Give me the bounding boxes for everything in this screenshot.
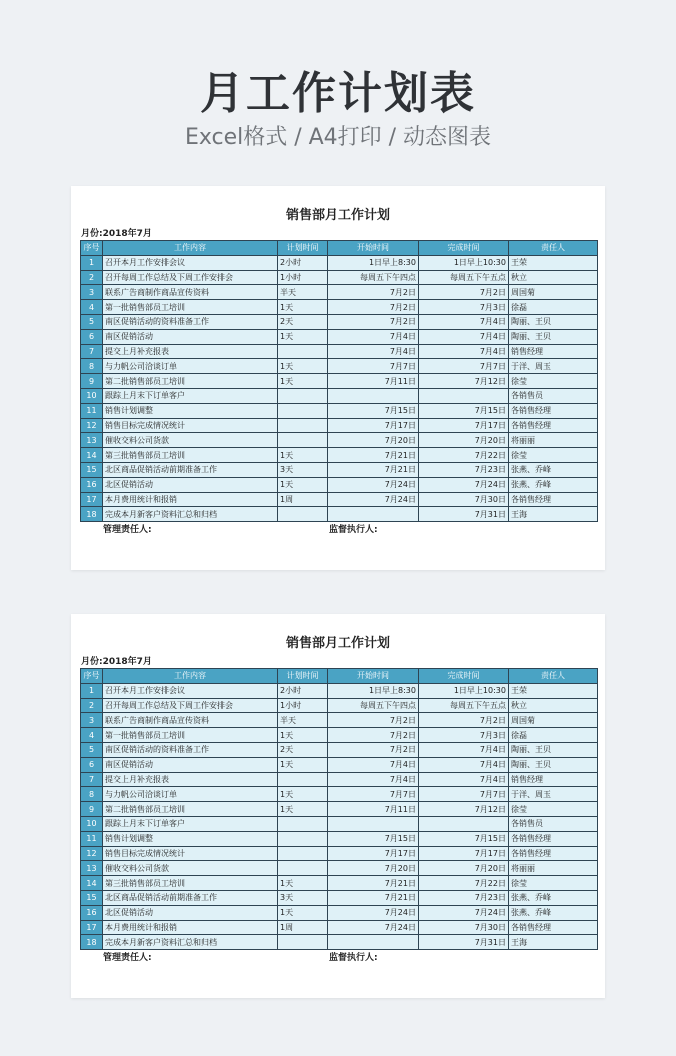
column-header: 工作内容: [103, 669, 278, 684]
row-number: 12: [81, 418, 103, 433]
start-time-cell: 7月2日: [328, 728, 419, 743]
row-number: 12: [81, 846, 103, 861]
task-cell: 南区促销活动: [103, 329, 278, 344]
table-row: [81, 816, 598, 831]
start-time-cell: 7月2日: [328, 314, 419, 329]
start-time-cell: 7月24日: [328, 492, 419, 507]
start-time-cell: 每周五下午四点: [328, 270, 419, 285]
column-header: 序号: [81, 241, 103, 256]
supervisor-signature-label: 监督执行人:: [329, 953, 378, 963]
plan-time-cell: [278, 846, 328, 861]
plan-time-cell: [278, 816, 328, 831]
supervisor-signature-label: 监督执行人:: [329, 525, 378, 535]
finish-time-cell: 7月23日: [419, 890, 509, 905]
start-time-cell: 7月4日: [328, 344, 419, 359]
manager-signature-label: 管理责任人:: [103, 525, 152, 535]
table-row: [81, 507, 598, 522]
finish-time-cell: 7月7日: [419, 359, 509, 374]
table-row: [81, 861, 598, 876]
plan-time-cell: 1天: [278, 359, 328, 374]
start-time-cell: 7月15日: [328, 403, 419, 418]
table-row: [81, 329, 598, 344]
task-cell: 南区促销活动的资料准备工作: [103, 314, 278, 329]
plan-time-cell: 1天: [278, 905, 328, 920]
owner-cell: 各销售经理: [509, 831, 598, 846]
finish-time-cell: 7月20日: [419, 433, 509, 448]
task-cell: 销售目标完成情况统计: [103, 846, 278, 861]
owner-cell: 秋立: [509, 698, 598, 713]
finish-time-cell: 7月22日: [419, 876, 509, 891]
start-time-cell: 1日早上8:30: [328, 255, 419, 270]
task-cell: 第三批销售部员工培训: [103, 876, 278, 891]
row-number: 13: [81, 433, 103, 448]
owner-cell: 王荣: [509, 255, 598, 270]
task-cell: 北区商品促销活动前期准备工作: [103, 462, 278, 477]
column-header: 完成时间: [419, 669, 509, 684]
finish-time-cell: 7月2日: [419, 713, 509, 728]
row-number: 8: [81, 359, 103, 374]
owner-cell: 周国菊: [509, 285, 598, 300]
finish-time-cell: 7月30日: [419, 920, 509, 935]
column-header: 责任人: [509, 241, 598, 256]
row-number: 5: [81, 742, 103, 757]
task-cell: 销售计划调整: [103, 403, 278, 418]
plan-time-cell: 2小时: [278, 255, 328, 270]
owner-cell: 张燕、乔峰: [509, 477, 598, 492]
finish-time-cell: 7月24日: [419, 905, 509, 920]
finish-time-cell: 7月7日: [419, 787, 509, 802]
table-row: [81, 492, 598, 507]
row-number: 14: [81, 448, 103, 463]
start-time-cell: 7月11日: [328, 802, 419, 817]
table-row: [81, 359, 598, 374]
finish-time-cell: 7月4日: [419, 742, 509, 757]
plan-time-cell: 1天: [278, 477, 328, 492]
plan-time-cell: 1天: [278, 802, 328, 817]
finish-time-cell: [419, 388, 509, 403]
start-time-cell: 7月4日: [328, 329, 419, 344]
task-cell: 与力帆公司洽谈订单: [103, 359, 278, 374]
plan-time-cell: [278, 935, 328, 950]
row-number: 8: [81, 787, 103, 802]
start-time-cell: 7月21日: [328, 890, 419, 905]
row-number: 4: [81, 728, 103, 743]
owner-cell: 陶丽、王贝: [509, 329, 598, 344]
task-cell: 第一批销售部员工培训: [103, 300, 278, 315]
plan-time-cell: 1周: [278, 920, 328, 935]
row-number: 18: [81, 935, 103, 950]
sheet-title: 销售部月工作计划: [285, 208, 390, 223]
owner-cell: 徐莹: [509, 876, 598, 891]
table-row: [81, 742, 598, 757]
task-cell: 第二批销售部员工培训: [103, 802, 278, 817]
task-cell: 销售计划调整: [103, 831, 278, 846]
task-cell: 北区促销活动: [103, 477, 278, 492]
row-number: 7: [81, 344, 103, 359]
start-time-cell: 7月2日: [328, 713, 419, 728]
plan-time-cell: 1天: [278, 448, 328, 463]
start-time-cell: 7月17日: [328, 846, 419, 861]
table-row: [81, 876, 598, 891]
plan-time-cell: 2小时: [278, 683, 328, 698]
start-time-cell: 7月7日: [328, 359, 419, 374]
table-row: [81, 314, 598, 329]
finish-time-cell: 7月15日: [419, 403, 509, 418]
row-number: 6: [81, 329, 103, 344]
task-cell: 完成本月新客户资料汇总和归档: [103, 935, 278, 950]
table-row: [81, 477, 598, 492]
row-number: 3: [81, 285, 103, 300]
row-number: 1: [81, 255, 103, 270]
column-header: 序号: [81, 669, 103, 684]
task-cell: 召开本月工作安排会议: [103, 255, 278, 270]
plan-time-cell: [278, 772, 328, 787]
table-row: [81, 728, 598, 743]
owner-cell: 各销售经理: [509, 920, 598, 935]
finish-time-cell: 7月15日: [419, 831, 509, 846]
row-number: 2: [81, 698, 103, 713]
finish-time-cell: 7月3日: [419, 300, 509, 315]
plan-time-cell: 1天: [278, 374, 328, 389]
start-time-cell: [328, 935, 419, 950]
table-header-row: [81, 241, 598, 256]
task-cell: 本月费用统计和报销: [103, 920, 278, 935]
owner-cell: 周国菊: [509, 713, 598, 728]
table-row: [81, 403, 598, 418]
finish-time-cell: 每周五下午五点: [419, 270, 509, 285]
table-row: [81, 890, 598, 905]
table-row: [81, 935, 598, 950]
row-number: 11: [81, 403, 103, 418]
plan-time-cell: 1天: [278, 757, 328, 772]
finish-time-cell: 7月30日: [419, 492, 509, 507]
table-row: [81, 300, 598, 315]
row-number: 15: [81, 462, 103, 477]
row-number: 9: [81, 374, 103, 389]
row-number: 10: [81, 816, 103, 831]
finish-time-cell: 7月31日: [419, 935, 509, 950]
finish-time-cell: 7月23日: [419, 462, 509, 477]
row-number: 17: [81, 920, 103, 935]
finish-time-cell: 7月2日: [419, 285, 509, 300]
plan-time-cell: 2天: [278, 314, 328, 329]
row-number: 1: [81, 683, 103, 698]
owner-cell: 陶丽、王贝: [509, 742, 598, 757]
task-cell: 北区商品促销活动前期准备工作: [103, 890, 278, 905]
owner-cell: 徐莹: [509, 802, 598, 817]
task-cell: 与力帆公司洽谈订单: [103, 787, 278, 802]
start-time-cell: 7月20日: [328, 433, 419, 448]
finish-time-cell: 7月22日: [419, 448, 509, 463]
owner-cell: 将丽丽: [509, 861, 598, 876]
plan-time-cell: [278, 344, 328, 359]
task-cell: 联系广告商制作商品宣传资料: [103, 713, 278, 728]
start-time-cell: 7月4日: [328, 757, 419, 772]
plan-time-cell: [278, 831, 328, 846]
table-row: [81, 433, 598, 448]
owner-cell: 王海: [509, 507, 598, 522]
table-row: [81, 462, 598, 477]
column-header: 开始时间: [328, 669, 419, 684]
owner-cell: 将丽丽: [509, 433, 598, 448]
page-title: 月工作计划表: [200, 68, 476, 119]
page-subtitle: Excel格式 / A4打印 / 动态图表: [184, 125, 492, 150]
finish-time-cell: 每周五下午五点: [419, 698, 509, 713]
start-time-cell: 7月2日: [328, 285, 419, 300]
column-header: 计划时间: [278, 669, 328, 684]
table-row: [81, 418, 598, 433]
finish-time-cell: 7月20日: [419, 861, 509, 876]
table-row: [81, 388, 598, 403]
owner-cell: 各销售经理: [509, 418, 598, 433]
start-time-cell: 7月21日: [328, 448, 419, 463]
row-number: 7: [81, 772, 103, 787]
row-number: 5: [81, 314, 103, 329]
plan-time-cell: 1天: [278, 728, 328, 743]
manager-signature-label: 管理责任人:: [103, 953, 152, 963]
table-row: [81, 374, 598, 389]
plan-time-cell: [278, 861, 328, 876]
task-cell: 北区促销活动: [103, 905, 278, 920]
column-header: 完成时间: [419, 241, 509, 256]
table-row: [81, 802, 598, 817]
start-time-cell: 每周五下午四点: [328, 698, 419, 713]
plan-time-cell: [278, 433, 328, 448]
plan-time-cell: 1小时: [278, 698, 328, 713]
task-cell: 跟踪上月末下订单客户: [103, 816, 278, 831]
task-cell: 第二批销售部员工培训: [103, 374, 278, 389]
table-row: [81, 831, 598, 846]
row-number: 2: [81, 270, 103, 285]
table-row: [81, 905, 598, 920]
start-time-cell: 1日早上8:30: [328, 683, 419, 698]
task-cell: 催收交料公司货款: [103, 433, 278, 448]
plan-time-cell: 3天: [278, 890, 328, 905]
row-number: 9: [81, 802, 103, 817]
start-time-cell: 7月21日: [328, 462, 419, 477]
plan-time-cell: [278, 507, 328, 522]
row-number: 14: [81, 876, 103, 891]
task-cell: 催收交料公司货款: [103, 861, 278, 876]
table-row: [81, 698, 598, 713]
finish-time-cell: 7月31日: [419, 507, 509, 522]
start-time-cell: 7月2日: [328, 742, 419, 757]
owner-cell: 徐莹: [509, 448, 598, 463]
task-cell: 销售目标完成情况统计: [103, 418, 278, 433]
sheet-preview-1: [71, 186, 605, 570]
row-number: 4: [81, 300, 103, 315]
owner-cell: 各销售经理: [509, 403, 598, 418]
plan-time-cell: [278, 418, 328, 433]
table-row: [81, 787, 598, 802]
owner-cell: 各销售员: [509, 816, 598, 831]
month-label: 月份:2018年7月: [81, 657, 152, 667]
task-cell: 提交上月补充报表: [103, 344, 278, 359]
table-header-row: [81, 669, 598, 684]
finish-time-cell: 1日早上10:30: [419, 255, 509, 270]
work-plan-table: [80, 240, 598, 522]
table-row: [81, 757, 598, 772]
owner-cell: 于洋、周玉: [509, 787, 598, 802]
plan-time-cell: [278, 403, 328, 418]
owner-cell: 各销售员: [509, 388, 598, 403]
row-number: 3: [81, 713, 103, 728]
finish-time-cell: 7月17日: [419, 846, 509, 861]
task-cell: 召开每周工作总结及下周工作安排会: [103, 698, 278, 713]
start-time-cell: 7月4日: [328, 772, 419, 787]
owner-cell: 张燕、乔峰: [509, 462, 598, 477]
start-time-cell: 7月17日: [328, 418, 419, 433]
owner-cell: 徐磊: [509, 728, 598, 743]
table-row: [81, 285, 598, 300]
row-number: 10: [81, 388, 103, 403]
finish-time-cell: 7月3日: [419, 728, 509, 743]
finish-time-cell: 7月4日: [419, 344, 509, 359]
table-row: [81, 270, 598, 285]
month-label: 月份:2018年7月: [81, 229, 152, 239]
row-number: 18: [81, 507, 103, 522]
finish-time-cell: 7月17日: [419, 418, 509, 433]
task-cell: 完成本月新客户资料汇总和归档: [103, 507, 278, 522]
owner-cell: 销售经理: [509, 344, 598, 359]
table-row: [81, 713, 598, 728]
task-cell: 召开本月工作安排会议: [103, 683, 278, 698]
plan-time-cell: 1天: [278, 787, 328, 802]
owner-cell: 销售经理: [509, 772, 598, 787]
column-header: 开始时间: [328, 241, 419, 256]
task-cell: 本月费用统计和报销: [103, 492, 278, 507]
row-number: 16: [81, 905, 103, 920]
owner-cell: 徐磊: [509, 300, 598, 315]
task-cell: 第三批销售部员工培训: [103, 448, 278, 463]
table-row: [81, 772, 598, 787]
row-number: 16: [81, 477, 103, 492]
row-number: 15: [81, 890, 103, 905]
table-row: [81, 846, 598, 861]
finish-time-cell: 7月4日: [419, 772, 509, 787]
start-time-cell: 7月11日: [328, 374, 419, 389]
finish-time-cell: 7月12日: [419, 374, 509, 389]
task-cell: 联系广告商制作商品宣传资料: [103, 285, 278, 300]
finish-time-cell: [419, 816, 509, 831]
start-time-cell: 7月20日: [328, 861, 419, 876]
table-row: [81, 683, 598, 698]
table-row: [81, 255, 598, 270]
row-number: 6: [81, 757, 103, 772]
column-header: 责任人: [509, 669, 598, 684]
finish-time-cell: 7月4日: [419, 329, 509, 344]
column-header: 计划时间: [278, 241, 328, 256]
plan-time-cell: 1天: [278, 329, 328, 344]
start-time-cell: [328, 388, 419, 403]
row-number: 13: [81, 861, 103, 876]
plan-time-cell: [278, 388, 328, 403]
plan-time-cell: 半天: [278, 713, 328, 728]
start-time-cell: [328, 507, 419, 522]
owner-cell: 陶丽、王贝: [509, 314, 598, 329]
owner-cell: 徐莹: [509, 374, 598, 389]
table-row: [81, 920, 598, 935]
finish-time-cell: 7月4日: [419, 314, 509, 329]
plan-time-cell: 1天: [278, 300, 328, 315]
owner-cell: 秋立: [509, 270, 598, 285]
row-number: 17: [81, 492, 103, 507]
work-plan-table: [80, 668, 598, 950]
start-time-cell: 7月24日: [328, 905, 419, 920]
owner-cell: 于洋、周玉: [509, 359, 598, 374]
task-cell: 提交上月补充报表: [103, 772, 278, 787]
finish-time-cell: 1日早上10:30: [419, 683, 509, 698]
start-time-cell: 7月2日: [328, 300, 419, 315]
start-time-cell: [328, 816, 419, 831]
start-time-cell: 7月24日: [328, 477, 419, 492]
owner-cell: 各销售经理: [509, 492, 598, 507]
plan-time-cell: 2天: [278, 742, 328, 757]
task-cell: 召开每周工作总结及下周工作安排会: [103, 270, 278, 285]
column-header: 工作内容: [103, 241, 278, 256]
task-cell: 南区促销活动的资料准备工作: [103, 742, 278, 757]
finish-time-cell: 7月4日: [419, 757, 509, 772]
finish-time-cell: 7月12日: [419, 802, 509, 817]
owner-cell: 各销售经理: [509, 846, 598, 861]
plan-time-cell: 1小时: [278, 270, 328, 285]
owner-cell: 王海: [509, 935, 598, 950]
sheet-title: 销售部月工作计划: [285, 636, 390, 651]
plan-time-cell: 1天: [278, 876, 328, 891]
start-time-cell: 7月7日: [328, 787, 419, 802]
start-time-cell: 7月24日: [328, 920, 419, 935]
plan-time-cell: 1周: [278, 492, 328, 507]
owner-cell: 王荣: [509, 683, 598, 698]
task-cell: 第一批销售部员工培训: [103, 728, 278, 743]
owner-cell: 张燕、乔峰: [509, 890, 598, 905]
table-row: [81, 448, 598, 463]
plan-time-cell: 半天: [278, 285, 328, 300]
sheet-preview-2: [71, 614, 605, 998]
task-cell: 南区促销活动: [103, 757, 278, 772]
finish-time-cell: 7月24日: [419, 477, 509, 492]
plan-time-cell: 3天: [278, 462, 328, 477]
owner-cell: 张燕、乔峰: [509, 905, 598, 920]
table-row: [81, 344, 598, 359]
task-cell: 跟踪上月末下订单客户: [103, 388, 278, 403]
start-time-cell: 7月21日: [328, 876, 419, 891]
row-number: 11: [81, 831, 103, 846]
owner-cell: 陶丽、王贝: [509, 757, 598, 772]
start-time-cell: 7月15日: [328, 831, 419, 846]
